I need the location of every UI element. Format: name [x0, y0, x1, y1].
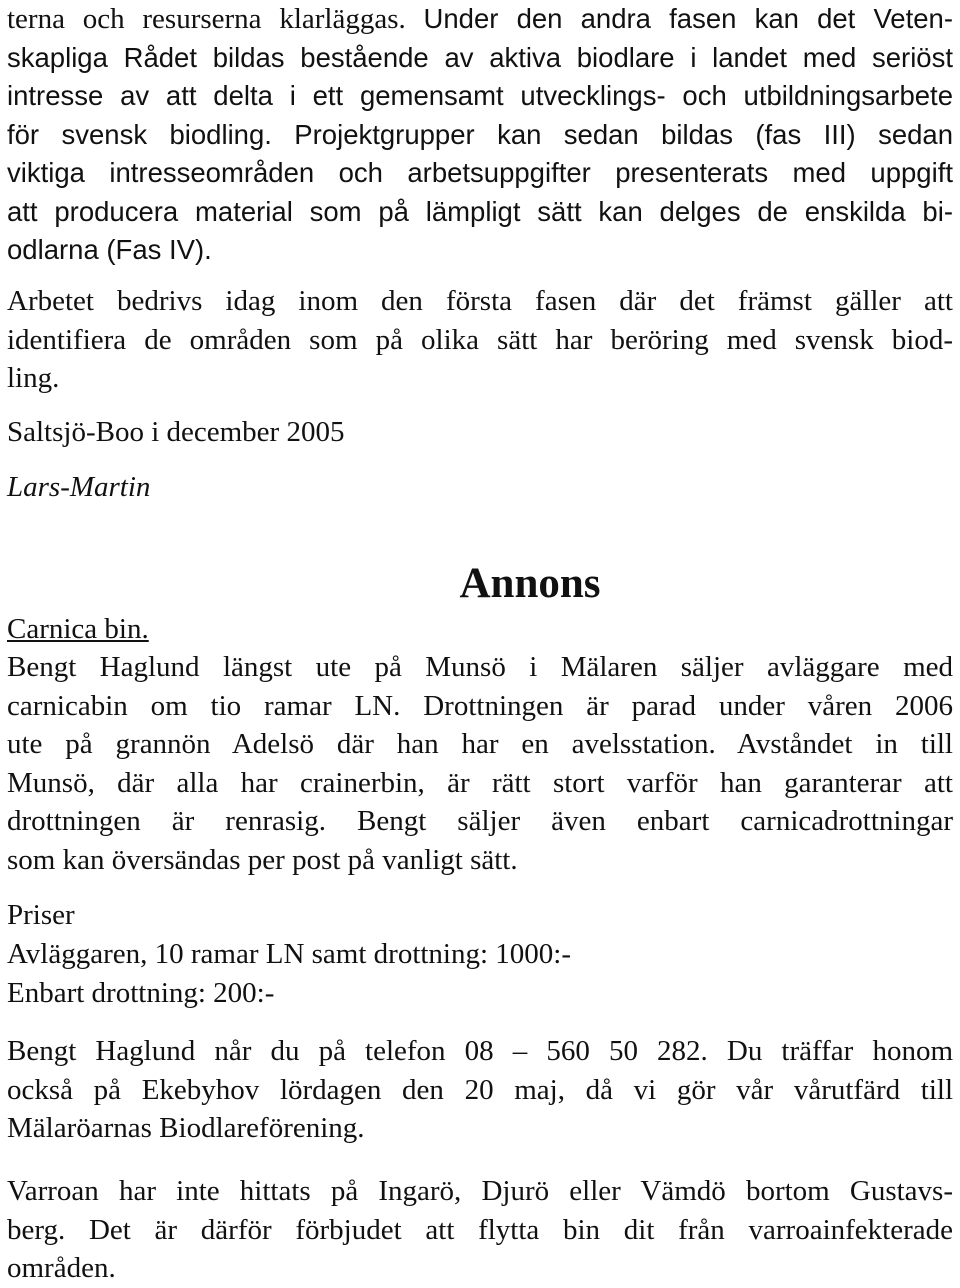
price-item: Enbart drottning: 200:-	[7, 976, 275, 1009]
intro-line: för svensk biodling. Projektgrupper kan sedan bildas (fas III) sedan	[7, 118, 953, 150]
paragraph-line: ling.	[7, 362, 60, 394]
prices-heading-text: Priser	[7, 899, 75, 931]
price-list	[7, 935, 953, 1012]
intro-line: skapliga Rådet bildas bestående av aktiva biodlare i landet med seriöst	[7, 41, 953, 73]
ad-body	[7, 648, 953, 879]
price-item: Avläggaren, 10 ramar LN samt drottning: 1000:-	[7, 938, 572, 970]
varroa-line: Varroan har inte hittats på Ingarö, Djurö eller Vämdö bortom Gustavs-	[7, 1175, 953, 1207]
contact-line: också på Ekebyhov lördagen den 20 maj, då vi gör vår vårutfärd till	[7, 1073, 953, 1106]
ad-subtitle	[7, 610, 953, 649]
intro-line: odlarna (Fas IV).	[7, 234, 212, 265]
place-date	[7, 413, 953, 452]
ad-heading: Annons	[459, 560, 601, 607]
intro-line: viktiga intresseområden och arbetsuppgifter presenterats med uppgift	[7, 157, 953, 188]
contact-line: Bengt Haglund når du på telefon 08 – 560 50 282. Du träffar honom	[7, 1035, 953, 1067]
intro-line: att producera material som på lämpligt sätt kan delges de enskilda bi-	[7, 195, 953, 227]
contact-paragraph	[7, 1032, 953, 1148]
varroa-paragraph	[7, 1172, 953, 1288]
ad-line: drottningen är renrasig. Bengt säljer även enbart carnicadrottningar	[7, 805, 953, 837]
contact-line: Mälaröarnas Biodlareförening.	[7, 1112, 365, 1144]
signature	[7, 468, 953, 507]
prices-heading	[7, 896, 953, 935]
intro-line: intresse av att delta i ett gemensamt utvecklings- och utbildningsarbete	[7, 80, 953, 111]
ad-line: Munsö, där alla har crainerbin, är rätt stort varför han garanterar att	[7, 766, 953, 799]
ad-line: ute på grannön Adelsö där han har en avelsstation. Avståndet in till	[7, 728, 953, 760]
varroa-line: berg. Det är därför förbjudet att flytta bin dit från varroainfekterade	[7, 1213, 953, 1246]
place-date-text: Saltsjö-Boo i december 2005	[7, 416, 345, 448]
signature-text: Lars-Martin	[7, 471, 151, 503]
intro-line: terna och resurserna klarläggas. Under den andra fasen kan det Veten-	[7, 3, 953, 35]
ad-line: som kan översändas per post på vanligt sätt.	[7, 843, 518, 876]
ad-line: Bengt Haglund längst ute på Munsö i Mälaren säljer avläggare med	[7, 651, 953, 683]
status-paragraph	[7, 282, 953, 398]
paragraph-line: identifiera de områden som på olika sätt har beröring med svensk biod-	[7, 323, 953, 356]
intro-paragraph	[7, 0, 953, 270]
varroa-line: områden.	[7, 1252, 116, 1284]
paragraph-line: Arbetet bedrivs idag inom den första fasen där det främst gäller att	[7, 285, 953, 317]
ad-subtitle-text: Carnica bin.	[7, 613, 149, 645]
ad-line: carnicabin om tio ramar LN. Drottningen är parad under våren 2006	[7, 689, 953, 722]
